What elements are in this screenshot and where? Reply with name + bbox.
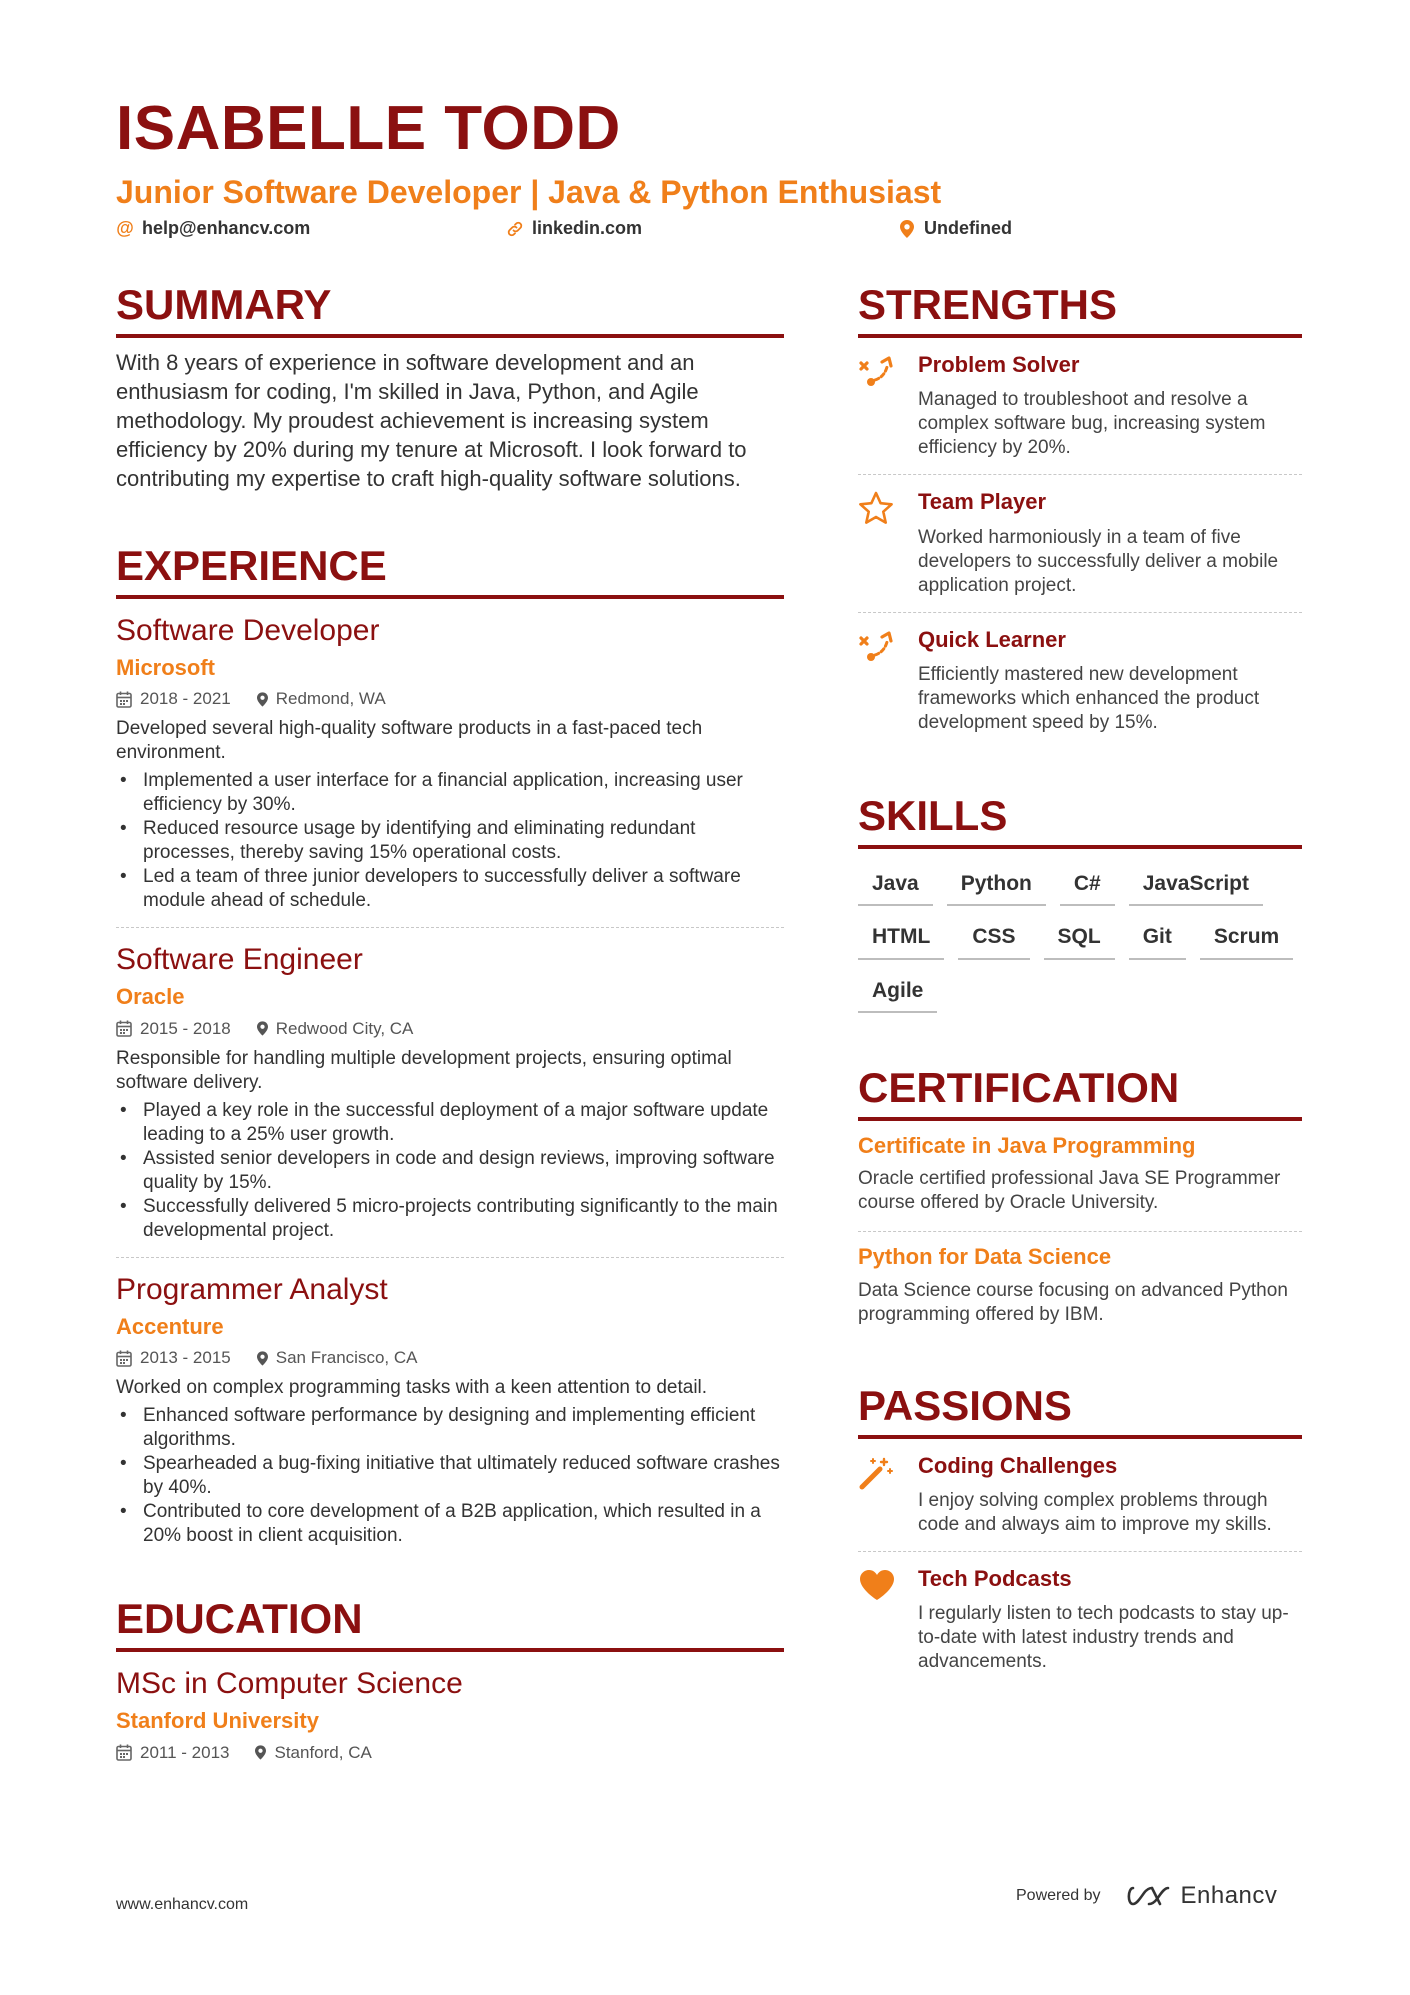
job-dates-text: 2013 - 2015 — [140, 1348, 231, 1368]
candidate-name: ISABELLE TODD — [116, 94, 621, 163]
education-location-text: Stanford, CA — [274, 1742, 372, 1762]
experience-heading: EXPERIENCE — [116, 545, 784, 599]
certification-item — [858, 1232, 1302, 1342]
job-bullet: • Implemented a user interface for a financial application, increasing user efficiency by 30%. — [116, 769, 784, 817]
right-column — [858, 281, 1302, 1688]
certification-item — [858, 1121, 1302, 1232]
skills-list — [858, 871, 1302, 1013]
degree: MSc in Computer Science — [116, 1667, 463, 1701]
job-bullets — [116, 769, 784, 913]
job-title: Programmer Analyst — [116, 1272, 388, 1306]
skill-tag: HTML — [858, 924, 944, 959]
job-description: Responsible for handling multiple development projects, ensuring optimal software delivery. — [116, 1047, 732, 1093]
passion-item — [858, 1439, 1302, 1552]
job-company: Accenture — [116, 1313, 224, 1339]
job-dates — [116, 1348, 231, 1368]
education-location — [255, 1743, 371, 1763]
calendar-icon — [116, 1020, 132, 1037]
education-dates — [116, 1743, 229, 1763]
contact-location — [898, 218, 1012, 239]
job-company: Oracle — [116, 984, 185, 1010]
job-entry — [116, 928, 784, 1257]
map-pin-icon — [257, 1021, 268, 1036]
job-bullet: • Played a key role in the successful deployment of a major software update leading to a 25% user growth. — [116, 1099, 784, 1147]
passion-body — [918, 1566, 1302, 1674]
job-bullets — [116, 1099, 784, 1243]
star-icon — [858, 489, 900, 597]
experience-section — [116, 542, 784, 1562]
strength-body — [918, 489, 1302, 597]
powered-by-text: Powered by — [1016, 1887, 1101, 1904]
education-meta — [116, 1743, 784, 1763]
calendar-icon — [116, 691, 132, 708]
skill-tag: Java — [858, 871, 933, 906]
heart-icon — [858, 1566, 900, 1674]
summary-heading: SUMMARY — [116, 284, 784, 338]
passion-description: I regularly listen to tech podcasts to stay up-to-date with latest industry trends and advancements. — [918, 1603, 1289, 1673]
email-text: help@enhancv.com — [142, 218, 311, 238]
passions-heading: PASSIONS — [858, 1385, 1302, 1439]
at-icon: @ — [116, 218, 134, 238]
passion-item — [858, 1552, 1302, 1688]
strength-title: Problem Solver — [918, 352, 1080, 377]
strength-description: Worked harmoniously in a team of five developers to successfully deliver a mobile application project. — [918, 526, 1279, 596]
job-location-text: Redmond, WA — [275, 689, 386, 709]
enhancv-logo-icon — [1125, 1884, 1171, 1908]
passions-section — [858, 1381, 1302, 1689]
job-bullet: • Led a team of three junior developers to successfully deliver a software module ahead of schedule. — [116, 865, 784, 913]
strength-body — [918, 352, 1302, 460]
job-location — [257, 1019, 414, 1039]
brand-name: Enhancv — [1180, 1882, 1278, 1909]
strength-description: Managed to troubleshoot and resolve a complex software bug, increasing system efficiency by 20%. — [918, 389, 1266, 459]
education-section — [116, 1595, 784, 1776]
certification-section — [858, 1063, 1302, 1343]
candidate-tagline: Junior Software Developer | Java & Python Enthusiast — [116, 174, 942, 210]
skills-section — [858, 792, 1302, 1013]
job-dates — [116, 1019, 231, 1039]
job-description: Worked on complex programming tasks with a keen attention to detail. — [116, 1377, 708, 1399]
job-meta — [116, 1019, 784, 1039]
job-location — [257, 689, 386, 709]
school: Stanford University — [116, 1708, 319, 1734]
certification-title: Certificate in Java Programming — [858, 1132, 1196, 1158]
job-bullet: • Enhanced software performance by designing and implementing efficient algorithms. — [116, 1404, 784, 1452]
job-title: Software Engineer — [116, 943, 363, 977]
passion-title: Coding Challenges — [918, 1452, 1118, 1478]
job-description: Developed several high-quality software products in a fast-paced tech environment. — [116, 718, 703, 764]
job-entry — [116, 599, 784, 928]
job-bullet: • Contributed to core development of a B2B application, which resulted in a 20% boost in client acquisition. — [116, 1500, 784, 1548]
education-entry — [116, 1652, 784, 1776]
linkedin-text: linkedin.com — [532, 218, 643, 238]
strength-item — [858, 338, 1302, 475]
map-pin-icon — [898, 220, 916, 238]
link-icon — [506, 220, 524, 238]
job-location — [257, 1348, 418, 1368]
calendar-icon — [116, 1350, 132, 1367]
skill-tag: JavaScript — [1129, 871, 1263, 906]
skill-tag: SQL — [1044, 924, 1115, 959]
skills-heading: SKILLS — [858, 795, 1302, 849]
footer-website[interactable]: www.enhancv.com — [116, 1896, 249, 1913]
location-text: Undefined — [924, 218, 1012, 238]
strengths-heading: STRENGTHS — [858, 284, 1302, 338]
skill-tag: Git — [1129, 924, 1186, 959]
strength-body — [918, 627, 1302, 735]
strengths-section — [858, 281, 1302, 749]
skill-tag: CSS — [958, 924, 1029, 959]
enhancv-logo[interactable] — [1125, 1882, 1278, 1910]
job-bullet: • Spearheaded a bug-fixing initiative that ultimately reduced software crashes by 40%. — [116, 1452, 784, 1500]
job-meta — [116, 1348, 784, 1368]
map-pin-icon — [255, 1745, 266, 1760]
job-dates-text: 2018 - 2021 — [140, 689, 231, 709]
skill-tag: Python — [947, 871, 1046, 906]
education-heading: EDUCATION — [116, 1598, 784, 1652]
certification-description: Oracle certified professional Java SE Programmer course offered by Oracle University. — [858, 1168, 1281, 1214]
strategy-icon — [858, 627, 900, 735]
skill-tag: Scrum — [1200, 924, 1293, 959]
magic-wand-icon — [858, 1453, 900, 1537]
map-pin-icon — [257, 1351, 268, 1366]
job-title: Software Developer — [116, 614, 380, 647]
strength-item — [858, 613, 1302, 749]
job-bullet: • Assisted senior developers in code and design reviews, improving software quality by 15%. — [116, 1147, 784, 1195]
left-column — [116, 281, 784, 1777]
certification-title: Python for Data Science — [858, 1244, 1112, 1270]
contact-email[interactable] — [116, 218, 310, 239]
job-location-text: San Francisco, CA — [275, 1348, 418, 1368]
job-meta — [116, 689, 784, 709]
skill-tag: C# — [1060, 871, 1115, 906]
strength-title: Quick Learner — [918, 626, 1066, 652]
summary-text: With 8 years of experience in software development and an enthusiasm for coding, I'm skilled in Java, Python, and Agile methodology. My proudest achievement is increasing system efficiency by 20% during my tenure at Microsoft. I look forward to contributing my expertise to craft high-quality software solutions. — [116, 350, 747, 491]
job-dates — [116, 689, 231, 709]
job-location-text: Redwood City, CA — [275, 1018, 414, 1038]
strength-description: Efficiently mastered new development frameworks which enhanced the product development speed by 15%. — [918, 664, 1260, 734]
job-bullets — [116, 1404, 784, 1548]
summary-section — [116, 281, 784, 493]
job-bullet: • Successfully delivered 5 micro-projects contributing significantly to the main developmental project. — [116, 1195, 784, 1243]
job-dates-text: 2015 - 2018 — [140, 1018, 231, 1038]
job-entry — [116, 1258, 784, 1562]
strength-title: Team Player — [918, 489, 1047, 515]
passion-body — [918, 1453, 1302, 1537]
certification-description: Data Science course focusing on advanced Python programming offered by IBM. — [858, 1279, 1288, 1325]
job-bullet: • Reduced resource usage by identifying and eliminating redundant processes, thereby saving 15% operational costs. — [116, 817, 784, 865]
strategy-icon — [858, 352, 900, 460]
education-dates-text: 2011 - 2013 — [140, 1742, 230, 1762]
footer-branding — [1016, 1882, 1277, 1910]
skill-tag: Agile — [858, 978, 937, 1013]
calendar-icon — [116, 1744, 132, 1761]
passion-title: Tech Podcasts — [918, 1565, 1072, 1591]
contact-linkedin[interactable] — [506, 218, 642, 239]
job-company: Microsoft — [116, 655, 215, 680]
strength-item — [858, 475, 1302, 612]
certification-heading: CERTIFICATION — [858, 1067, 1302, 1121]
passion-description: I enjoy solving complex problems through code and always aim to improve my skills. — [918, 1489, 1272, 1535]
map-pin-icon — [257, 692, 268, 707]
